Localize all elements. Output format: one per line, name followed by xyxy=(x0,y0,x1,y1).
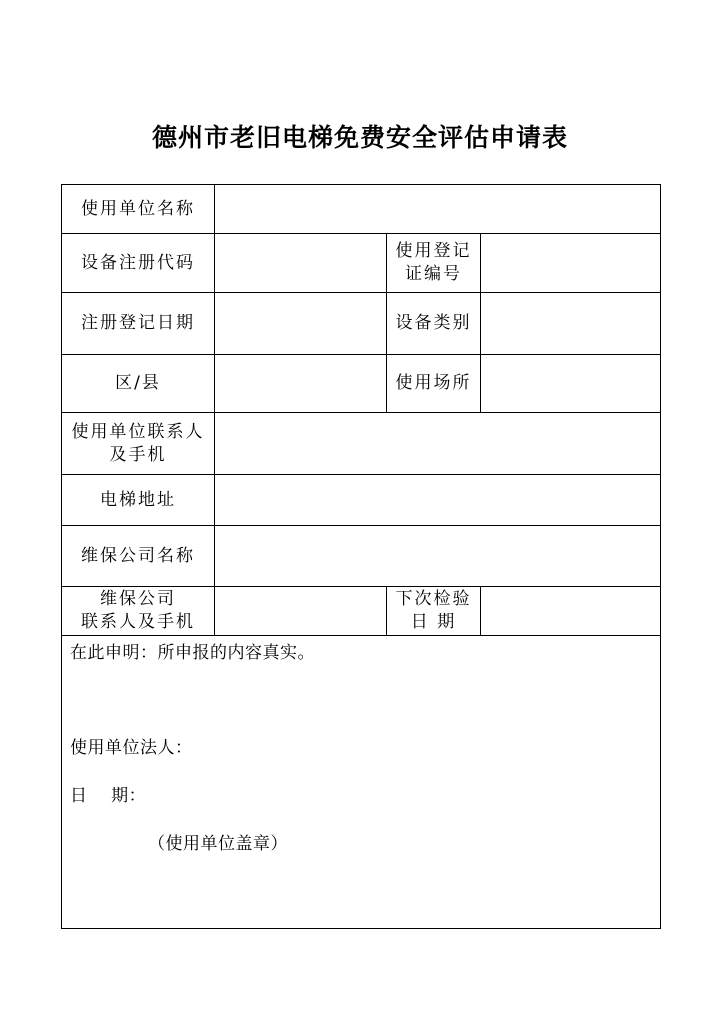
field-address[interactable] xyxy=(215,475,661,526)
date-label: 日 期： xyxy=(70,786,147,806)
field-unit-name[interactable] xyxy=(215,185,661,234)
label-next-inspect-line2: 日 期 xyxy=(410,612,457,632)
label-maint-company: 维保公司名称 xyxy=(62,526,215,587)
row-maint-contact xyxy=(62,587,661,636)
label-use-cert xyxy=(387,234,481,293)
label-maint-contact xyxy=(62,587,215,636)
row-address xyxy=(62,475,661,526)
row-declaration xyxy=(62,636,661,929)
label-next-inspect-line1: 下次检验 xyxy=(395,589,472,609)
label-next-inspect xyxy=(387,587,481,636)
field-maint-contact[interactable] xyxy=(215,587,387,636)
legal-person-label: 使用单位法人： xyxy=(70,738,193,758)
field-next-inspect[interactable] xyxy=(481,587,661,636)
label-maint-contact-line1: 维保公司 xyxy=(100,589,176,609)
row-contact xyxy=(62,413,661,475)
label-use-cert-line1: 使用登记 xyxy=(395,241,472,261)
field-maint-company[interactable] xyxy=(215,526,661,587)
field-reg-date[interactable] xyxy=(215,293,387,355)
declaration-statement: 在此申明：所申报的内容真实。 xyxy=(70,643,315,663)
label-unit-name: 使用单位名称 xyxy=(62,185,215,234)
seal-note: （使用单位盖章） xyxy=(148,834,288,854)
row-reg-code xyxy=(62,234,661,293)
label-equip-type: 设备类别 xyxy=(387,293,481,355)
field-use-cert[interactable] xyxy=(481,234,661,293)
label-use-place: 使用场所 xyxy=(387,355,481,413)
field-use-place[interactable] xyxy=(481,355,661,413)
row-district xyxy=(62,355,661,413)
application-form-table xyxy=(61,184,661,929)
label-address: 电梯地址 xyxy=(62,475,215,526)
label-maint-contact-line2: 联系人及手机 xyxy=(81,612,195,632)
label-contact-line2: 及手机 xyxy=(109,444,167,465)
label-contact xyxy=(62,413,215,475)
form-title: 德州市老旧电梯免费安全评估申请表 xyxy=(151,123,568,152)
row-reg-date xyxy=(62,293,661,355)
label-use-cert-line2: 证编号 xyxy=(405,264,462,284)
label-reg-date: 注册登记日期 xyxy=(62,293,215,355)
declaration-cell[interactable] xyxy=(62,636,661,929)
row-maint-company xyxy=(62,526,661,587)
field-contact[interactable] xyxy=(215,413,661,475)
row-unit-name xyxy=(62,185,661,234)
field-reg-code[interactable] xyxy=(215,234,387,293)
label-contact-line1: 使用单位联系人 xyxy=(71,421,205,442)
label-district: 区/县 xyxy=(62,355,215,413)
label-reg-code: 设备注册代码 xyxy=(62,234,215,293)
field-district[interactable] xyxy=(215,355,387,413)
field-equip-type[interactable] xyxy=(481,293,661,355)
